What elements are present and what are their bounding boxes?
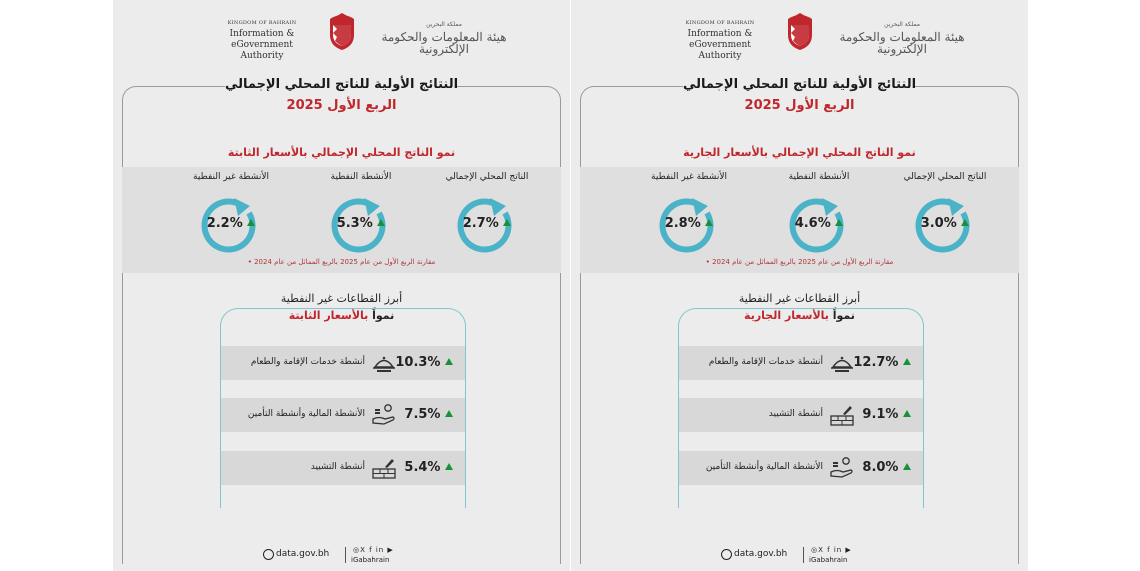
bullet-icon: • <box>705 258 710 266</box>
metric-non-oil <box>631 172 747 256</box>
header <box>571 12 1028 61</box>
sector-label: الأنشطة المالية وأنشطة التأمين <box>247 409 365 419</box>
metric-value-wrap <box>201 216 261 231</box>
globe-icon <box>721 549 732 560</box>
authority-line-1: Information & eGovernment <box>687 29 753 50</box>
up-arrow-icon <box>903 410 911 417</box>
metric-label: الأنشطة النفطية <box>788 172 850 182</box>
sector-label: أنشطة التشييد <box>310 462 365 472</box>
metric-value-wrap <box>457 216 517 231</box>
metric-value: 2.7% <box>462 216 499 231</box>
footer-divider <box>803 547 804 563</box>
infographic-current-prices <box>571 0 1028 571</box>
metric-label: الناتج المحلي الإجمالي <box>903 172 987 182</box>
metric-oil <box>303 172 419 256</box>
section-title-text: نمو الناتج المحلي الإجمالي بالأسعار الثابتة <box>222 146 461 159</box>
metric-value: 3.0% <box>920 216 957 231</box>
growth-ring <box>331 196 391 256</box>
footer-divider <box>345 547 346 563</box>
authority-line-2: Authority <box>698 51 742 61</box>
kingdom-label-ar: مملكة البحرين <box>884 21 920 28</box>
up-arrow-icon <box>445 358 453 365</box>
authority-name-ar <box>821 19 983 55</box>
sectors-subtitle-accent: بالأسعار الثابتة <box>288 309 369 322</box>
kingdom-label: KINGDOM OF BAHRAIN <box>227 20 297 26</box>
growth-ring <box>915 196 975 256</box>
sector-value-wrap <box>404 407 453 422</box>
sector-label: أنشطة خدمات الإقامة والطعام <box>708 357 823 367</box>
sector-value: 9.1% <box>862 407 899 422</box>
authority-line-1: Information & eGovernment <box>229 29 295 50</box>
sectors-subtitle-prefix: نمواً <box>372 309 395 322</box>
section-title-text: نمو الناتج المحلي الإجمالي بالأسعار الجارية <box>677 146 922 159</box>
metric-oil <box>761 172 877 256</box>
metric-value: 2.8% <box>664 216 701 231</box>
authority-name-ar-text: هيئة المعلومات والحكومة الإلكترونية <box>839 30 965 56</box>
growth-ring <box>659 196 719 256</box>
sector-row <box>221 398 465 432</box>
sector-row <box>679 451 923 485</box>
up-arrow-icon <box>445 410 453 417</box>
sector-row <box>679 346 923 380</box>
finance-hand-icon <box>371 403 397 427</box>
social-icons[interactable]: ◎X f in ▶ <box>353 546 394 554</box>
kingdom-label-ar: مملكة البحرين <box>426 21 462 28</box>
footer <box>113 545 570 567</box>
sectors-subtitle-accent: بالأسعار الجارية <box>744 309 829 322</box>
comparison-note-text: مقارنة الربع الأول من عام 2025 بالربع المماثل من عام 2024 <box>254 258 436 266</box>
up-arrow-icon <box>445 463 453 470</box>
authority-name-ar <box>363 19 525 55</box>
globe-icon <box>263 549 274 560</box>
footer <box>571 545 1028 567</box>
sector-row <box>221 451 465 485</box>
up-arrow-icon <box>835 219 843 226</box>
social-handle[interactable]: iGabahrain <box>809 556 848 564</box>
website-link[interactable]: data.gov.bh <box>734 549 788 559</box>
sectors-title: أبرز القطاعات غير النفطية <box>280 292 403 305</box>
metric-value: 2.2% <box>206 216 243 231</box>
bahrain-emblem-icon <box>327 13 357 51</box>
sector-value: 8.0% <box>862 460 899 475</box>
metric-value-wrap <box>659 216 719 231</box>
construction-icon <box>829 403 855 427</box>
up-arrow-icon <box>903 358 911 365</box>
sector-row <box>679 398 923 432</box>
metric-label: الأنشطة غير النفطية <box>651 172 727 182</box>
metric-label: الأنشطة النفطية <box>330 172 392 182</box>
up-arrow-icon <box>961 219 969 226</box>
sector-value-wrap <box>853 355 911 370</box>
up-arrow-icon <box>377 219 385 226</box>
bahrain-emblem-icon <box>785 13 815 51</box>
website-link[interactable]: data.gov.bh <box>276 549 330 559</box>
infographic-constant-prices <box>113 0 570 571</box>
social-icons[interactable]: ◎X f in ▶ <box>811 546 852 554</box>
section-title <box>113 146 570 159</box>
sectors-title: أبرز القطاعات غير النفطية <box>738 292 861 305</box>
page-subtitle: الربع الأول 2025 <box>286 98 397 113</box>
construction-icon <box>371 456 397 480</box>
header <box>113 12 570 61</box>
metric-value-wrap <box>331 216 391 231</box>
metric-value-wrap <box>789 216 849 231</box>
sectors-subtitle-prefix: نمواً <box>832 309 855 322</box>
page-title: النتائج الأولية للناتج المحلي الإجمالي <box>224 77 459 92</box>
sector-label: أنشطة التشييد <box>768 409 823 419</box>
authority-line-2: Authority <box>240 51 284 61</box>
growth-ring <box>201 196 261 256</box>
sector-value-wrap <box>395 355 453 370</box>
comparison-note <box>571 258 1028 266</box>
metric-gdp <box>429 172 545 256</box>
bullet-icon: • <box>247 258 252 266</box>
up-arrow-icon <box>705 219 713 226</box>
metric-label: الأنشطة غير النفطية <box>193 172 269 182</box>
comparison-note <box>113 258 570 266</box>
sector-value-wrap <box>404 460 453 475</box>
metric-value-wrap <box>915 216 975 231</box>
comparison-note-text: مقارنة الربع الأول من عام 2025 بالربع المماثل من عام 2024 <box>712 258 894 266</box>
sector-label: الأنشطة المالية وأنشطة التأمين <box>705 462 823 472</box>
authority-name-en <box>657 18 783 62</box>
metric-value: 5.3% <box>336 216 373 231</box>
metric-gdp <box>887 172 1003 256</box>
section-title <box>571 146 1028 159</box>
page-subtitle: الربع الأول 2025 <box>744 98 855 113</box>
up-arrow-icon <box>903 463 911 470</box>
sector-value-wrap <box>862 407 911 422</box>
sector-label: أنشطة خدمات الإقامة والطعام <box>250 357 365 367</box>
food-service-icon <box>829 351 855 375</box>
growth-ring <box>457 196 517 256</box>
sector-value: 5.4% <box>404 460 441 475</box>
sector-value: 7.5% <box>404 407 441 422</box>
kingdom-label: KINGDOM OF BAHRAIN <box>685 20 755 26</box>
authority-name-en <box>199 18 325 62</box>
up-arrow-icon <box>503 219 511 226</box>
up-arrow-icon <box>247 219 255 226</box>
sector-value-wrap <box>862 460 911 475</box>
sector-value: 10.3% <box>395 355 441 370</box>
finance-hand-icon <box>829 456 855 480</box>
growth-ring <box>789 196 849 256</box>
metric-label: الناتج المحلي الإجمالي <box>445 172 529 182</box>
page-title: النتائج الأولية للناتج المحلي الإجمالي <box>682 77 917 92</box>
authority-name-ar-text: هيئة المعلومات والحكومة الإلكترونية <box>381 30 507 56</box>
social-handle[interactable]: iGabahrain <box>351 556 390 564</box>
food-service-icon <box>371 351 397 375</box>
sector-row <box>221 346 465 380</box>
sector-value: 12.7% <box>853 355 899 370</box>
metric-non-oil <box>173 172 289 256</box>
metric-value: 4.6% <box>794 216 831 231</box>
